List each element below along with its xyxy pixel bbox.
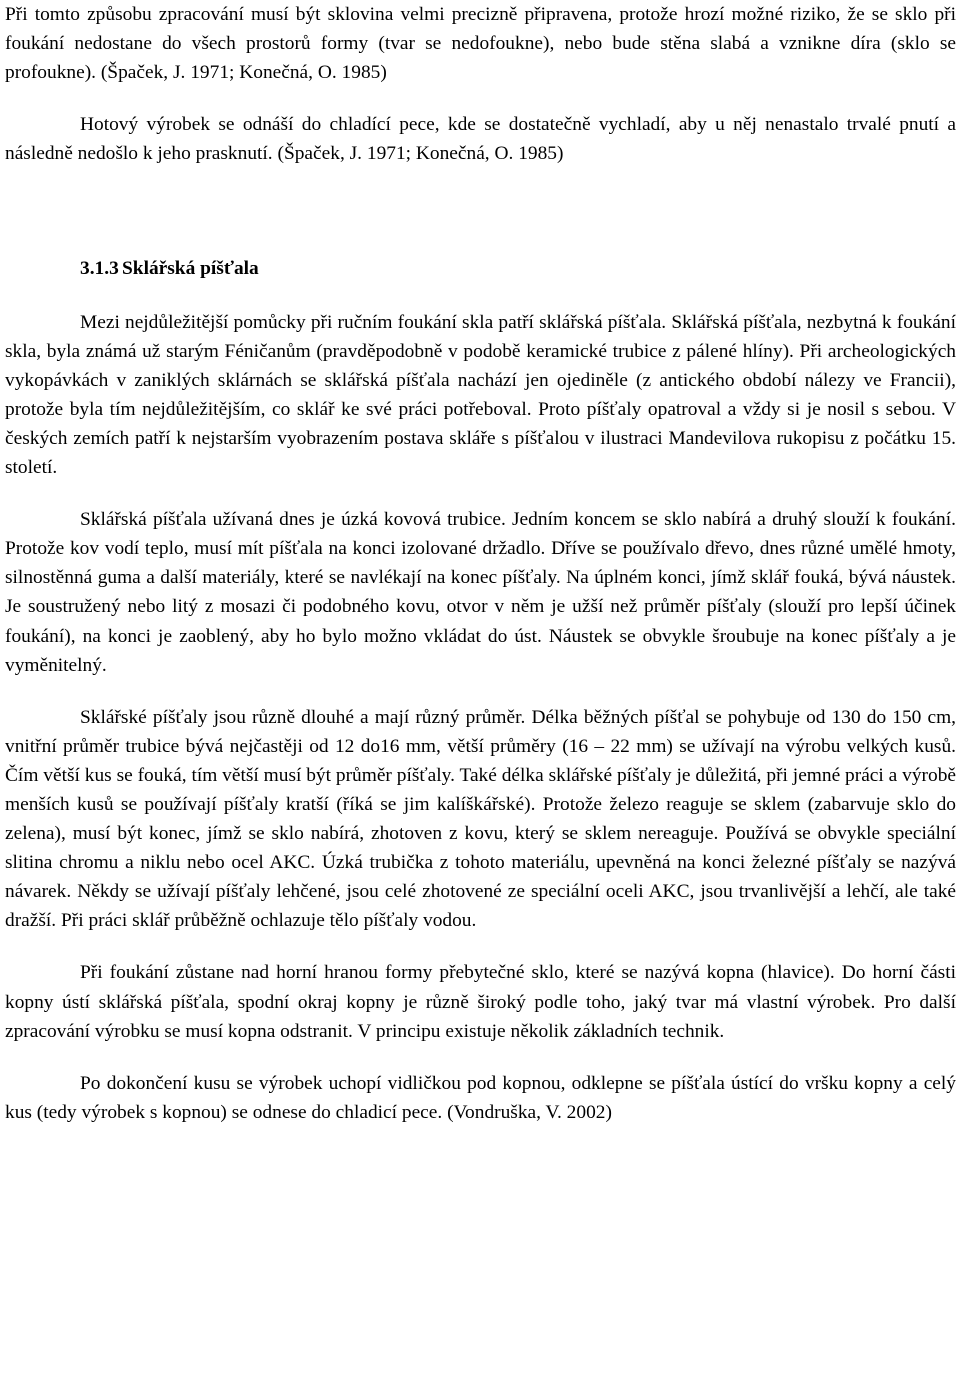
- paragraph-6: Při foukání zůstane nad horní hranou formy přebytečné sklo, které se nazývá kopna (hlavice). Do horní části kopny ústí sklářská píšťala, spodní okraj kopny je různě široký podle toho, jaký tvar má vlastní výrobek. Pro další zpracování výrobku se musí kopna odstranit. V principu existuje několik základních technik.: [5, 962, 956, 1042]
- section-title: Sklářská píšťala: [122, 258, 259, 280]
- section-number: 3.1.3: [80, 258, 119, 280]
- paragraph-5: Sklářské píšťaly jsou různě dlouhé a mají různý průměr. Délka běžných píšťal se pohybuje od 130 do 150 cm, vnitřní průměr trubice bývá nejčastěji od 12 do16 mm, větší průměry (16 – 22 mm) se užívají na výrobu velkých kusů. Čím větší kus se fouká, tím větší musí být průměr píšťaly. Také délka sklářské píšťaly je důležitá, při jemné práci a výrobě menších kusů se používají píšťaly kratší (říká se jim kalíškářské). Protože železo reaguje se sklem (zabarvuje sklo do zelena), musí být konec, jímž se sklo nabírá, zhotoven z kovu, který se sklem nereaguje. Používá se obvykle speciální slitina chromu a niklu nebo ocel AKC. Úzká trubička z tohoto materiálu, upevněná na konci železné píšťaly se nazývá návarek. Někdy se užívají píšťaly lehčené, jsou celé zhotovené ze speciální oceli AKC, jsou trvanlivější a lehčí, ale také dražší. Při práci sklář průběžně ochlazuje tělo píšťaly vodou.: [5, 706, 956, 932]
- paragraph-1: Při tomto způsobu zpracování musí být sklovina velmi precizně připravena, protože hrozí možné riziko, že se sklo při foukání nedostane do všech prostorů formy (tvar se nedofoukne), nebo bude stěna slabá a vznikne díra (sklo se profoukne). (Špaček, J. 1971; Konečná, O. 1985): [5, 4, 956, 84]
- section-heading: [5, 254, 956, 283]
- paragraph-3: Mezi nejdůležitější pomůcky při ručním foukání skla patří sklářská píšťala. Sklářská píšťala, nezbytná k foukání skla, byla známá už starým Féničanům (pravděpodobně v podobě keramické trubice z pálené hlíny). Při archeologických vykopávkách v zaniklých sklárnách se sklářská píšťala nachází jen ojediněle (z antického období nálezy ve Francii), protože byla tím nejdůležitějším, co sklář ke své práci potřeboval. Proto píšťaly opatroval a vždy si je nosil s sebou. V českých zemích patří k nejstarším vyobrazením postava skláře s píšťalou v ilustraci Mandevilova rukopisu z počátku 15. století.: [5, 311, 956, 479]
- paragraph-4: Sklářská píšťala užívaná dnes je úzká kovová trubice. Jedním koncem se sklo nabírá a druhý slouží k foukání. Protože kov vodí teplo, musí mít píšťala na konci izolované držadlo. Dříve se používalo dřevo, dnes různé umělé hmoty, silnostěnná guma a další materiály, které se navlékají na konec píšťaly. Na úplném konci, jímž sklář fouká, bývá náustek. Je soustružený nebo litý z mosazi či podobného kovu, otvor v něm je užší než průměr píšťaly (slouží pro lepší účinek foukání), na konci je zaoblený, aby ho bylo možno vkládat do úst. Náustek se obvykle šroubuje na konec píšťaly a je vyměnitelný.: [5, 509, 956, 676]
- document-page: [5, 0, 956, 1127]
- paragraph-2: Hotový výrobek se odnáší do chladící pece, kde se dostatečně vychladí, aby u něj nenastalo trvalé pnutí a následně nedošlo k jeho prasknutí. (Špaček, J. 1971; Konečná, O. 1985): [5, 114, 956, 165]
- paragraph-7: Po dokončení kusu se výrobek uchopí vidličkou pod kopnou, odklepne se píšťala ústící do vršku kopny a celý kus (tedy výrobek s kopnou) se odnese do chladicí pece. (Vondruška, V. 2002): [5, 1072, 956, 1123]
